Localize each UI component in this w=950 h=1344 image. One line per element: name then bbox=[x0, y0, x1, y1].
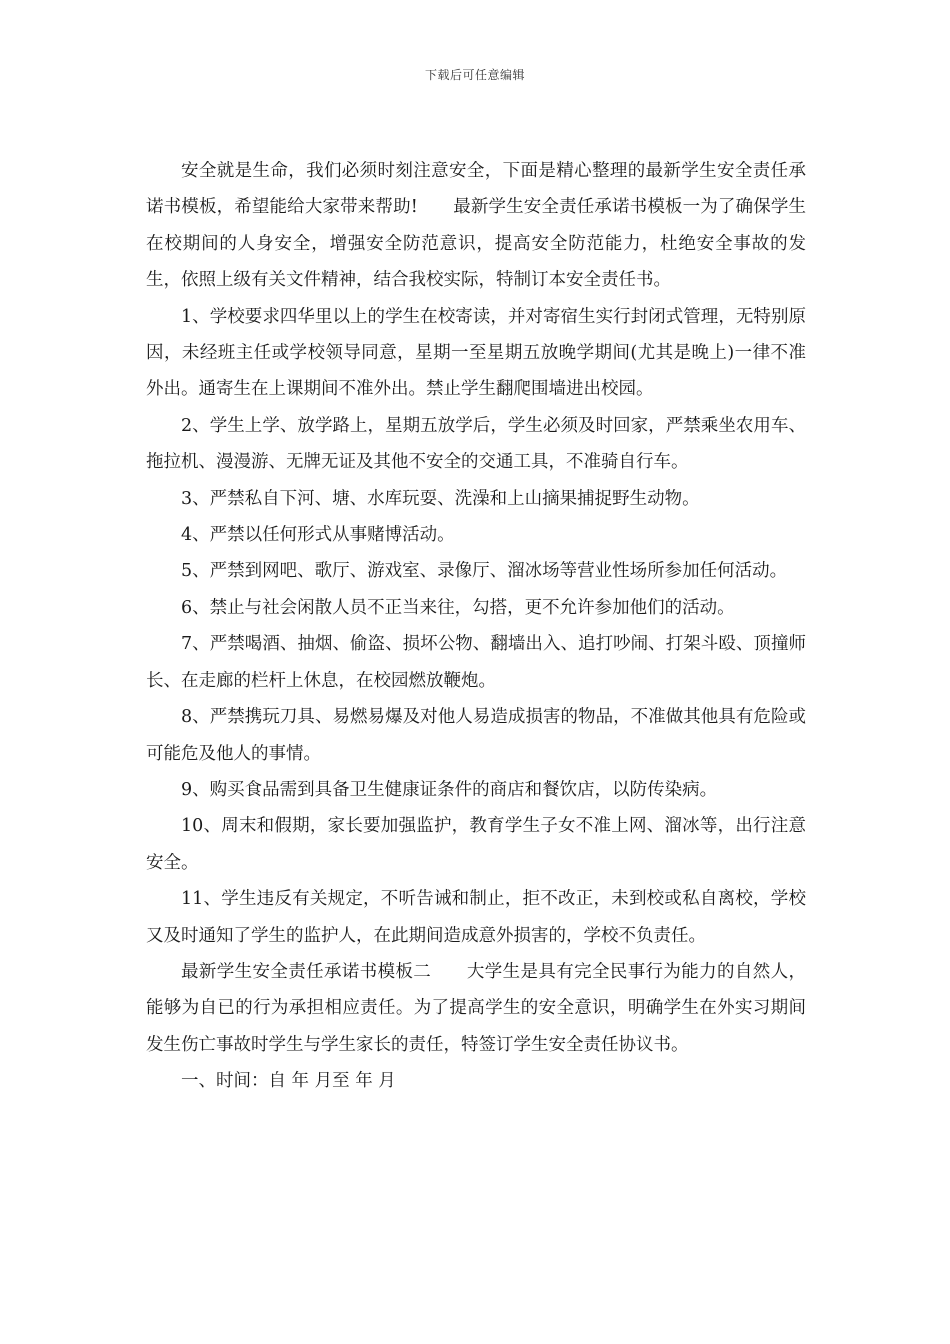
rule-2-paragraph: 2、学生上学、放学路上，星期五放学后，学生必须及时回家，严禁乘坐农用车、拖拉机、漫漫游、无牌无证及其他不安全的交通工具，不准骑自行车。 bbox=[146, 415, 806, 473]
rule-5-paragraph: 5、严禁到网吧、歌厅、游戏室、录像厅、溜冰场等营业性场所参加任何活动。 bbox=[181, 561, 788, 582]
section-one-time-paragraph: 一、时间：自 年 月至 年 月 bbox=[181, 1071, 396, 1092]
rule-9-paragraph: 9、购买食品需到具备卫生健康证条件的商店和餐饮店，以防传染病。 bbox=[181, 779, 718, 800]
rule-4-paragraph: 4、严禁以任何形式从事赌博活动。 bbox=[181, 525, 455, 546]
rule-6-paragraph: 6、禁止与社会闲散人员不正当来往，勾搭，更不允许参加他们的活动。 bbox=[181, 597, 735, 618]
page-header: 下载后可任意编辑 bbox=[424, 68, 525, 82]
rule-11-paragraph: 11、学生违反有关规定，不听告诫和制止，拒不改正，未到校或私自离校，学校又及时通知了学生的监护人，在此期间造成意外损害的，学校不负责任。 bbox=[146, 889, 806, 946]
rule-7-paragraph: 7、严禁喝酒、抽烟、偷盗、损坏公物、翻墙出入、追打吵闹、打架斗殴、顶撞师长、在走廊的栏杆上休息，在校园燃放鞭炮。 bbox=[146, 634, 806, 691]
rule-3-paragraph: 3、严禁私自下河、塘、水库玩耍、洗澡和上山摘果捕捉野生动物。 bbox=[181, 488, 700, 509]
document-body bbox=[146, 153, 806, 1100]
template-two-paragraph: 最新学生安全责任承诺书模板二 大学生是具有完全民事行为能力的自然人，能够为自已的行为承担相应责任。为了提高学生的安全意识，明确学生在外实习期间发生伤亡事故时学生与学生家长的责任，特签订学生安全责任协议书。 bbox=[146, 961, 806, 1055]
intro-paragraph: 安全就是生命，我们必须时刻注意安全，下面是精心整理的最新学生安全责任承诺书模板，希望能给大家带来帮助! 最新学生安全责任承诺书模板一为了确保学生在校期间的人身安全，增强安全防范意识，提高安全防范能力，杜绝安全事故的发生，依照上级有关文件精神，结合我校实际，特制订本安全责任书。 bbox=[146, 161, 806, 291]
rule-1-paragraph: 1、学校要求四华里以上的学生在校寄读，并对寄宿生实行封闭式管理，无特别原因，未经班主任或学校领导同意，星期一至星期五放晚学期间(尤其是晚上)一律不准外出。通寄生在上课期间不准外出。禁止学生翻爬围墙进出校园。 bbox=[146, 306, 806, 400]
rule-10-paragraph: 10、周末和假期，家长要加强监护，教育学生子女不准上网、溜冰等，出行注意安全。 bbox=[146, 816, 806, 873]
rule-8-paragraph: 8、严禁携玩刀具、易燃易爆及对他人易造成损害的物品，不准做其他具有危险或可能危及他人的事情。 bbox=[146, 707, 806, 764]
